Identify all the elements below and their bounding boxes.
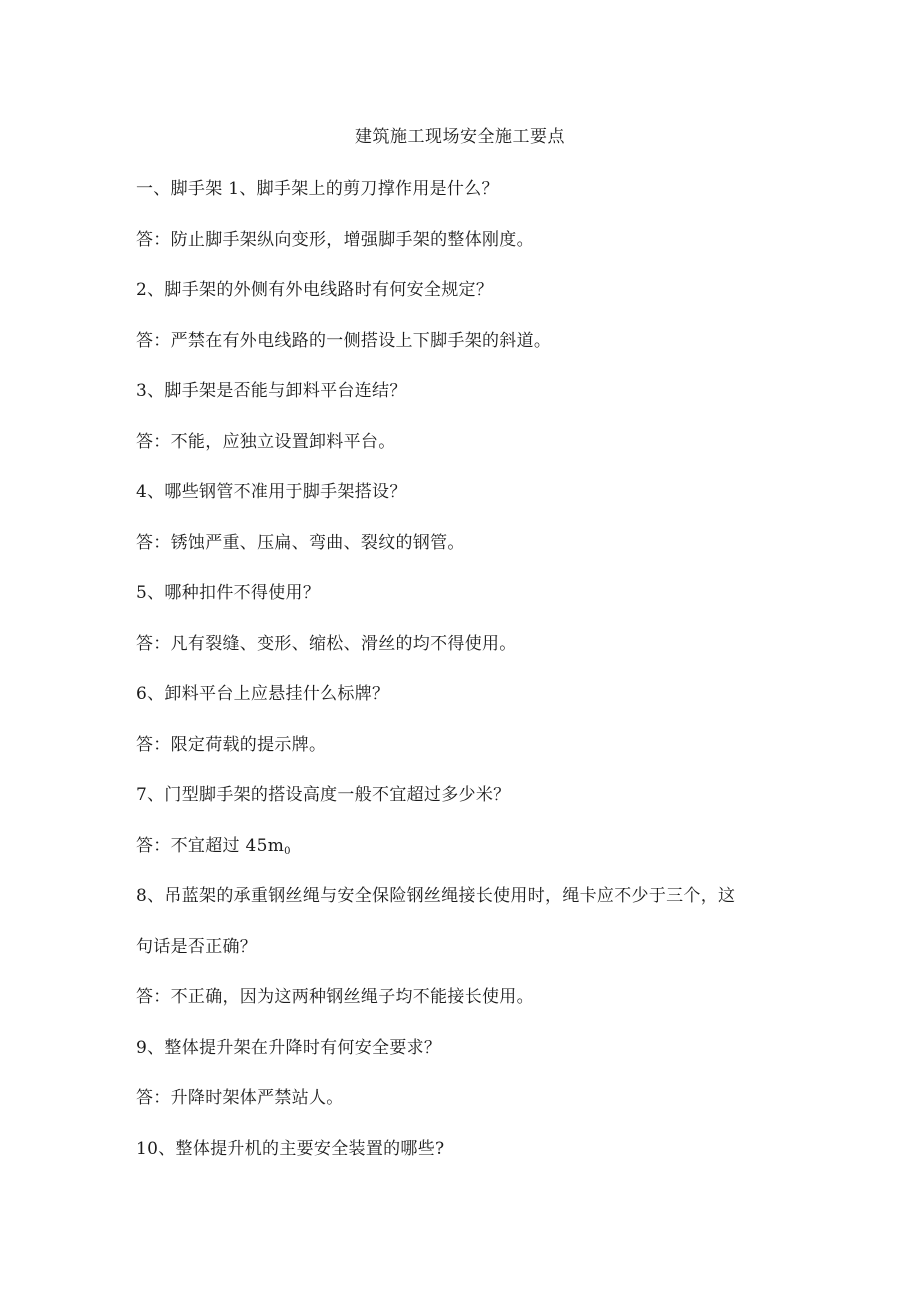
question-6: 6、卸料平台上应悬挂什么标牌？ (136, 684, 390, 704)
question-5: 5、哪种扣件不得使用？ (136, 583, 321, 603)
answer-5: 答：凡有裂缝、变形、缩松、滑丝的均不得使用。 (136, 634, 517, 654)
answer-4: 答：锈蚀严重、压扁、弯曲、裂纹的钢管。 (136, 533, 465, 553)
question-4: 4、哪些钢管不准用于脚手架搭设？ (136, 482, 407, 502)
question-2: 2、脚手架的外侧有外电线路时有何安全规定？ (136, 280, 494, 300)
answer-3: 答：不能，应独立设置卸料平台。 (136, 432, 396, 452)
answer-2: 答：严禁在有外电线路的一侧搭设上下脚手架的斜道。 (136, 331, 552, 351)
question-7: 7、门型脚手架的搭设高度一般不宜超过多少米？ (136, 785, 511, 805)
answer-7-subscript: 0 (284, 846, 291, 857)
answer-7-text: 答：不宜超过 45m (136, 836, 285, 856)
question-10: 10、整体提升机的主要安全装置的哪些? (136, 1139, 445, 1159)
question-8: 8、吊蓝架的承重钢丝绳与安全保险钢丝绳接长使用时，绳卡应不少于三个，这 (136, 886, 736, 906)
question-3: 3、脚手架是否能与卸料平台连结？ (136, 381, 407, 401)
question-8-continued: 句话是否正确？ (136, 937, 258, 957)
answer-8: 答：不正确，因为这两种钢丝绳子均不能接长使用。 (136, 987, 534, 1007)
answer-1: 答：防止脚手架纵向变形，增强脚手架的整体刚度。 (136, 230, 534, 250)
answer-7 (136, 833, 796, 865)
answer-9: 答：升降时架体严禁站人。 (136, 1088, 344, 1108)
answer-6: 答：限定荷载的提示牌。 (136, 735, 327, 755)
document-title: 建筑施工现场安全施工要点 (355, 127, 565, 147)
question-1: 一、脚手架 1、脚手架上的剪刀撑作用是什么？ (136, 179, 499, 199)
question-9: 9、整体提升架在升降时有何安全要求？ (136, 1038, 442, 1058)
